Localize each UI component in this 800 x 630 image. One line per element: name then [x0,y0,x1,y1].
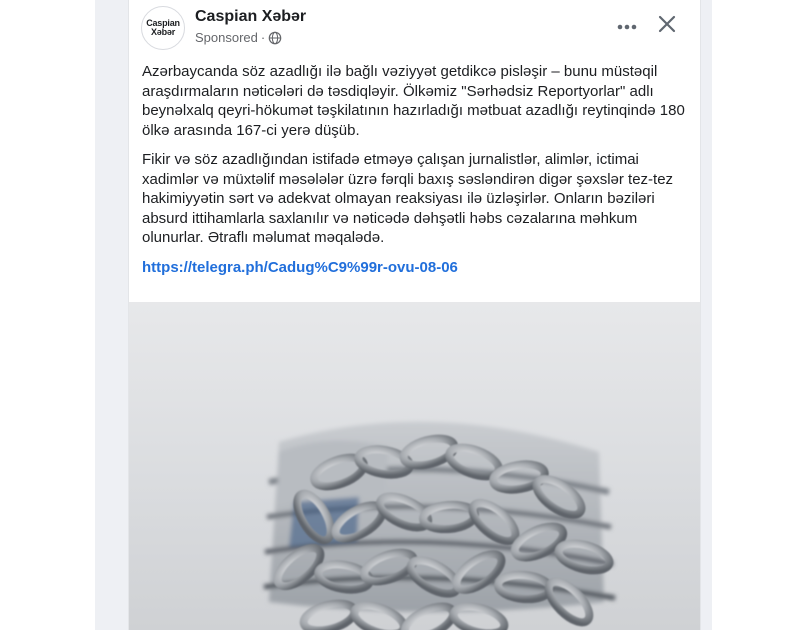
avatar-text-line2: Xəbər [150,27,175,37]
sponsored-post-card [128,0,701,630]
close-icon [658,15,676,38]
more-options-button[interactable] [613,12,641,40]
meta-separator: · [260,30,266,45]
more-horizontal-icon [617,17,637,35]
post-image[interactable] [129,302,700,630]
sponsored-label[interactable]: Sponsored [195,30,258,45]
post-paragraph-1: Azərbaycanda söz azadlığı ilə bağlı vəziyyət getdikcə pisləşir – bunu müstəqil araşdırmaların nəticələri də təsdiqləyir. Ölkəmiz "Sərhədsiz Reportyorlar" adlı beynəlxalq qeyri-hökumət təşkilatının hazırladığı mətbuat azadlığı reytinqində 180 ölkə arasında 167-ci yerə düşüb. [142,63,685,139]
globe-icon [268,31,282,45]
close-button[interactable] [651,10,683,42]
post-meta [195,30,282,45]
page-name-link[interactable]: Caspian Xəbər [195,8,307,25]
post-body [142,62,687,277]
page-avatar[interactable] [141,6,185,50]
post-header [129,0,700,60]
article-link[interactable]: https://telegra.ph/Cadug%C9%99r-ovu-08-06 [142,258,458,276]
post-paragraph-2: Fikir və söz azadlığından istifadə etməyə çalışan jurnalistlər, alimlər, ictimai xadimlər və müxtəlif məsələlər üzrə fərqli baxış səsləndirən digər şəxslər tez-tez hakimiyyətin sərt və adekvat olmayan reaksiyası ilə üzləşirlər. Onların bəziləri absurd ittihamlarla saxlanılır və nəticədə dəhşətli həbs cəzalarına məhkum olunurlar. Ətraflı məlumat məqalədə. [142,151,674,246]
avatar-text-line1: Caspian [146,18,180,28]
